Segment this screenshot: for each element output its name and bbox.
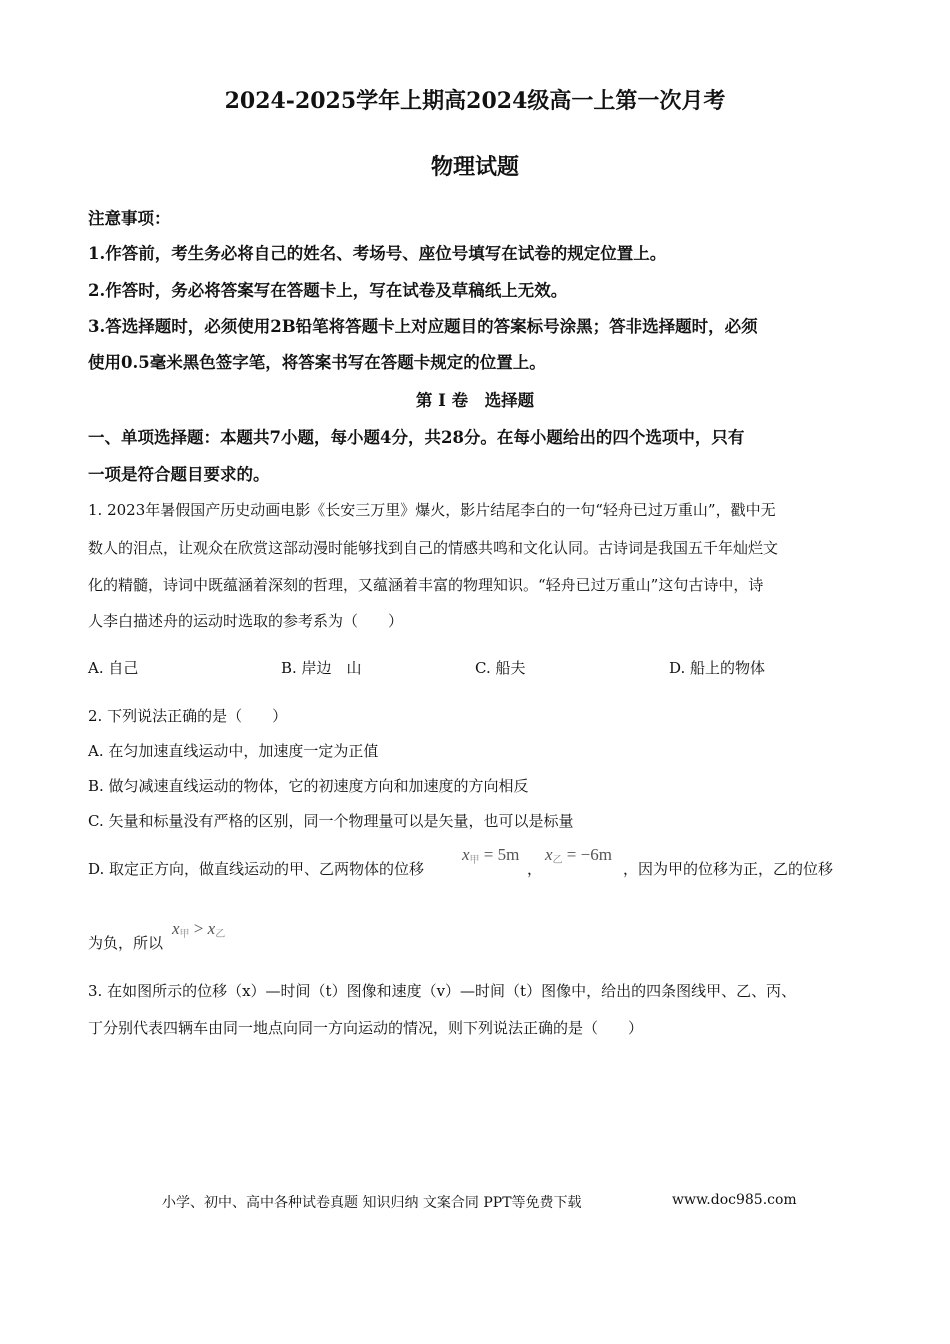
q2-stem: 2. 下列说法正确的是（ ） bbox=[88, 707, 288, 725]
q1-line-4: 人李白描述舟的运动时选取的参考系为（ ） bbox=[88, 612, 404, 630]
q1-line-3: 化的精髓，诗词中既蕴涵着深刻的哲理，又蕴涵着丰富的物理知识。“轻舟已过万重山”这句古诗中，诗 bbox=[88, 576, 764, 594]
section-heading-line-2: 一项是符合题目要求的。 bbox=[88, 465, 270, 484]
q2-option-a: A. 在匀加速直线运动中，加速度一定为正值 bbox=[88, 742, 379, 760]
formula-x-symbol: x bbox=[172, 919, 180, 938]
formula-sub-yi: 乙 bbox=[552, 855, 563, 866]
q2-option-d-part-1: D. 取定正方向，做直线运动的甲、乙两物体的位移 bbox=[88, 860, 425, 878]
footer-text: 小学、初中、高中各种试卷真题 知识归纳 文案合同 PPT等免费下载 bbox=[162, 1195, 582, 1211]
q2-option-d-line-2: 为负，所以 bbox=[88, 934, 164, 952]
formula-x-symbol: x bbox=[545, 845, 553, 864]
q1-line-1: 1. 2023年暑假国产历史动画电影《长安三万里》爆火，影片结尾李白的一句“轻舟已过万重山”，戳中无 bbox=[88, 501, 776, 519]
formula-sub-jia: 甲 bbox=[469, 855, 480, 866]
q3-line-1: 3. 在如图所示的位移（x）—时间（t）图像和速度（v）—时间（t）图像中，给出的四条图线甲、乙、丙、 bbox=[88, 982, 797, 1000]
q1-line-2: 数人的泪点，让观众在欣赏这部动漫时能够找到自己的情感共鸣和文化认同。古诗词是我国五千年灿烂文 bbox=[88, 539, 779, 557]
notice-item-3-line-1: 3.答选择题时，必须使用2B铅笔将答题卡上对应题目的答案标号涂黑；答非选择题时，必须 bbox=[88, 317, 758, 336]
footer-url[interactable]: www.doc985.com bbox=[672, 1192, 797, 1208]
exam-subtitle: 物理试题 bbox=[430, 154, 519, 180]
q2-option-d-comma: ， bbox=[527, 860, 543, 878]
notice-item-3-line-2: 使用0.5毫米黑色签字笔，将答案书写在答题卡规定的位置上。 bbox=[88, 353, 546, 372]
formula-x-compare bbox=[172, 919, 225, 940]
formula-x-symbol: x bbox=[207, 919, 216, 938]
notice-item-1: 1.作答前，考生务必将自己的姓名、考场号、座位号填写在试卷的规定位置上。 bbox=[88, 244, 667, 263]
section-heading-line-1: 一、单项选择题：本题共7小题，每小题4分，共28分。在每小题给出的四个选项中，只有 bbox=[88, 428, 745, 447]
formula-x-jia bbox=[462, 845, 519, 866]
q2-option-d-part-2: ，因为甲的位移为正，乙的位移 bbox=[623, 860, 834, 878]
formula-sub-jia: 甲 bbox=[179, 929, 190, 940]
formula-x-symbol: x bbox=[462, 845, 470, 864]
formula-greater-than: > bbox=[193, 919, 204, 938]
q1-option-c: C. 船夫 bbox=[475, 659, 526, 677]
formula-value-5m: = 5m bbox=[483, 845, 520, 864]
q1-option-a: A. 自己 bbox=[88, 659, 139, 677]
notice-item-2: 2.作答时，务必将答案写在答题卡上，写在试卷及草稿纸上无效。 bbox=[88, 281, 568, 300]
q3-line-2: 丁分别代表四辆车由同一地点向同一方向运动的情况，则下列说法正确的是（ ） bbox=[88, 1019, 644, 1037]
exam-title: 2024-2025学年上期高2024级高一上第一次月考 bbox=[224, 88, 726, 114]
formula-x-yi bbox=[545, 845, 612, 866]
notice-heading: 注意事项： bbox=[88, 209, 171, 228]
q2-option-c: C. 矢量和标量没有严格的区别，同一个物理量可以是矢量，也可以是标量 bbox=[88, 812, 574, 830]
part-title: 第 I 卷 选择题 bbox=[415, 391, 535, 410]
formula-sub-yi: 乙 bbox=[215, 929, 226, 940]
q2-option-b: B. 做匀减速直线运动的物体，它的初速度方向和加速度的方向相反 bbox=[88, 777, 529, 795]
formula-value-neg6m: = −6m bbox=[566, 845, 612, 864]
q1-option-b: B. 岸边 山 bbox=[281, 659, 362, 677]
q1-option-d: D. 船上的物体 bbox=[669, 659, 766, 677]
